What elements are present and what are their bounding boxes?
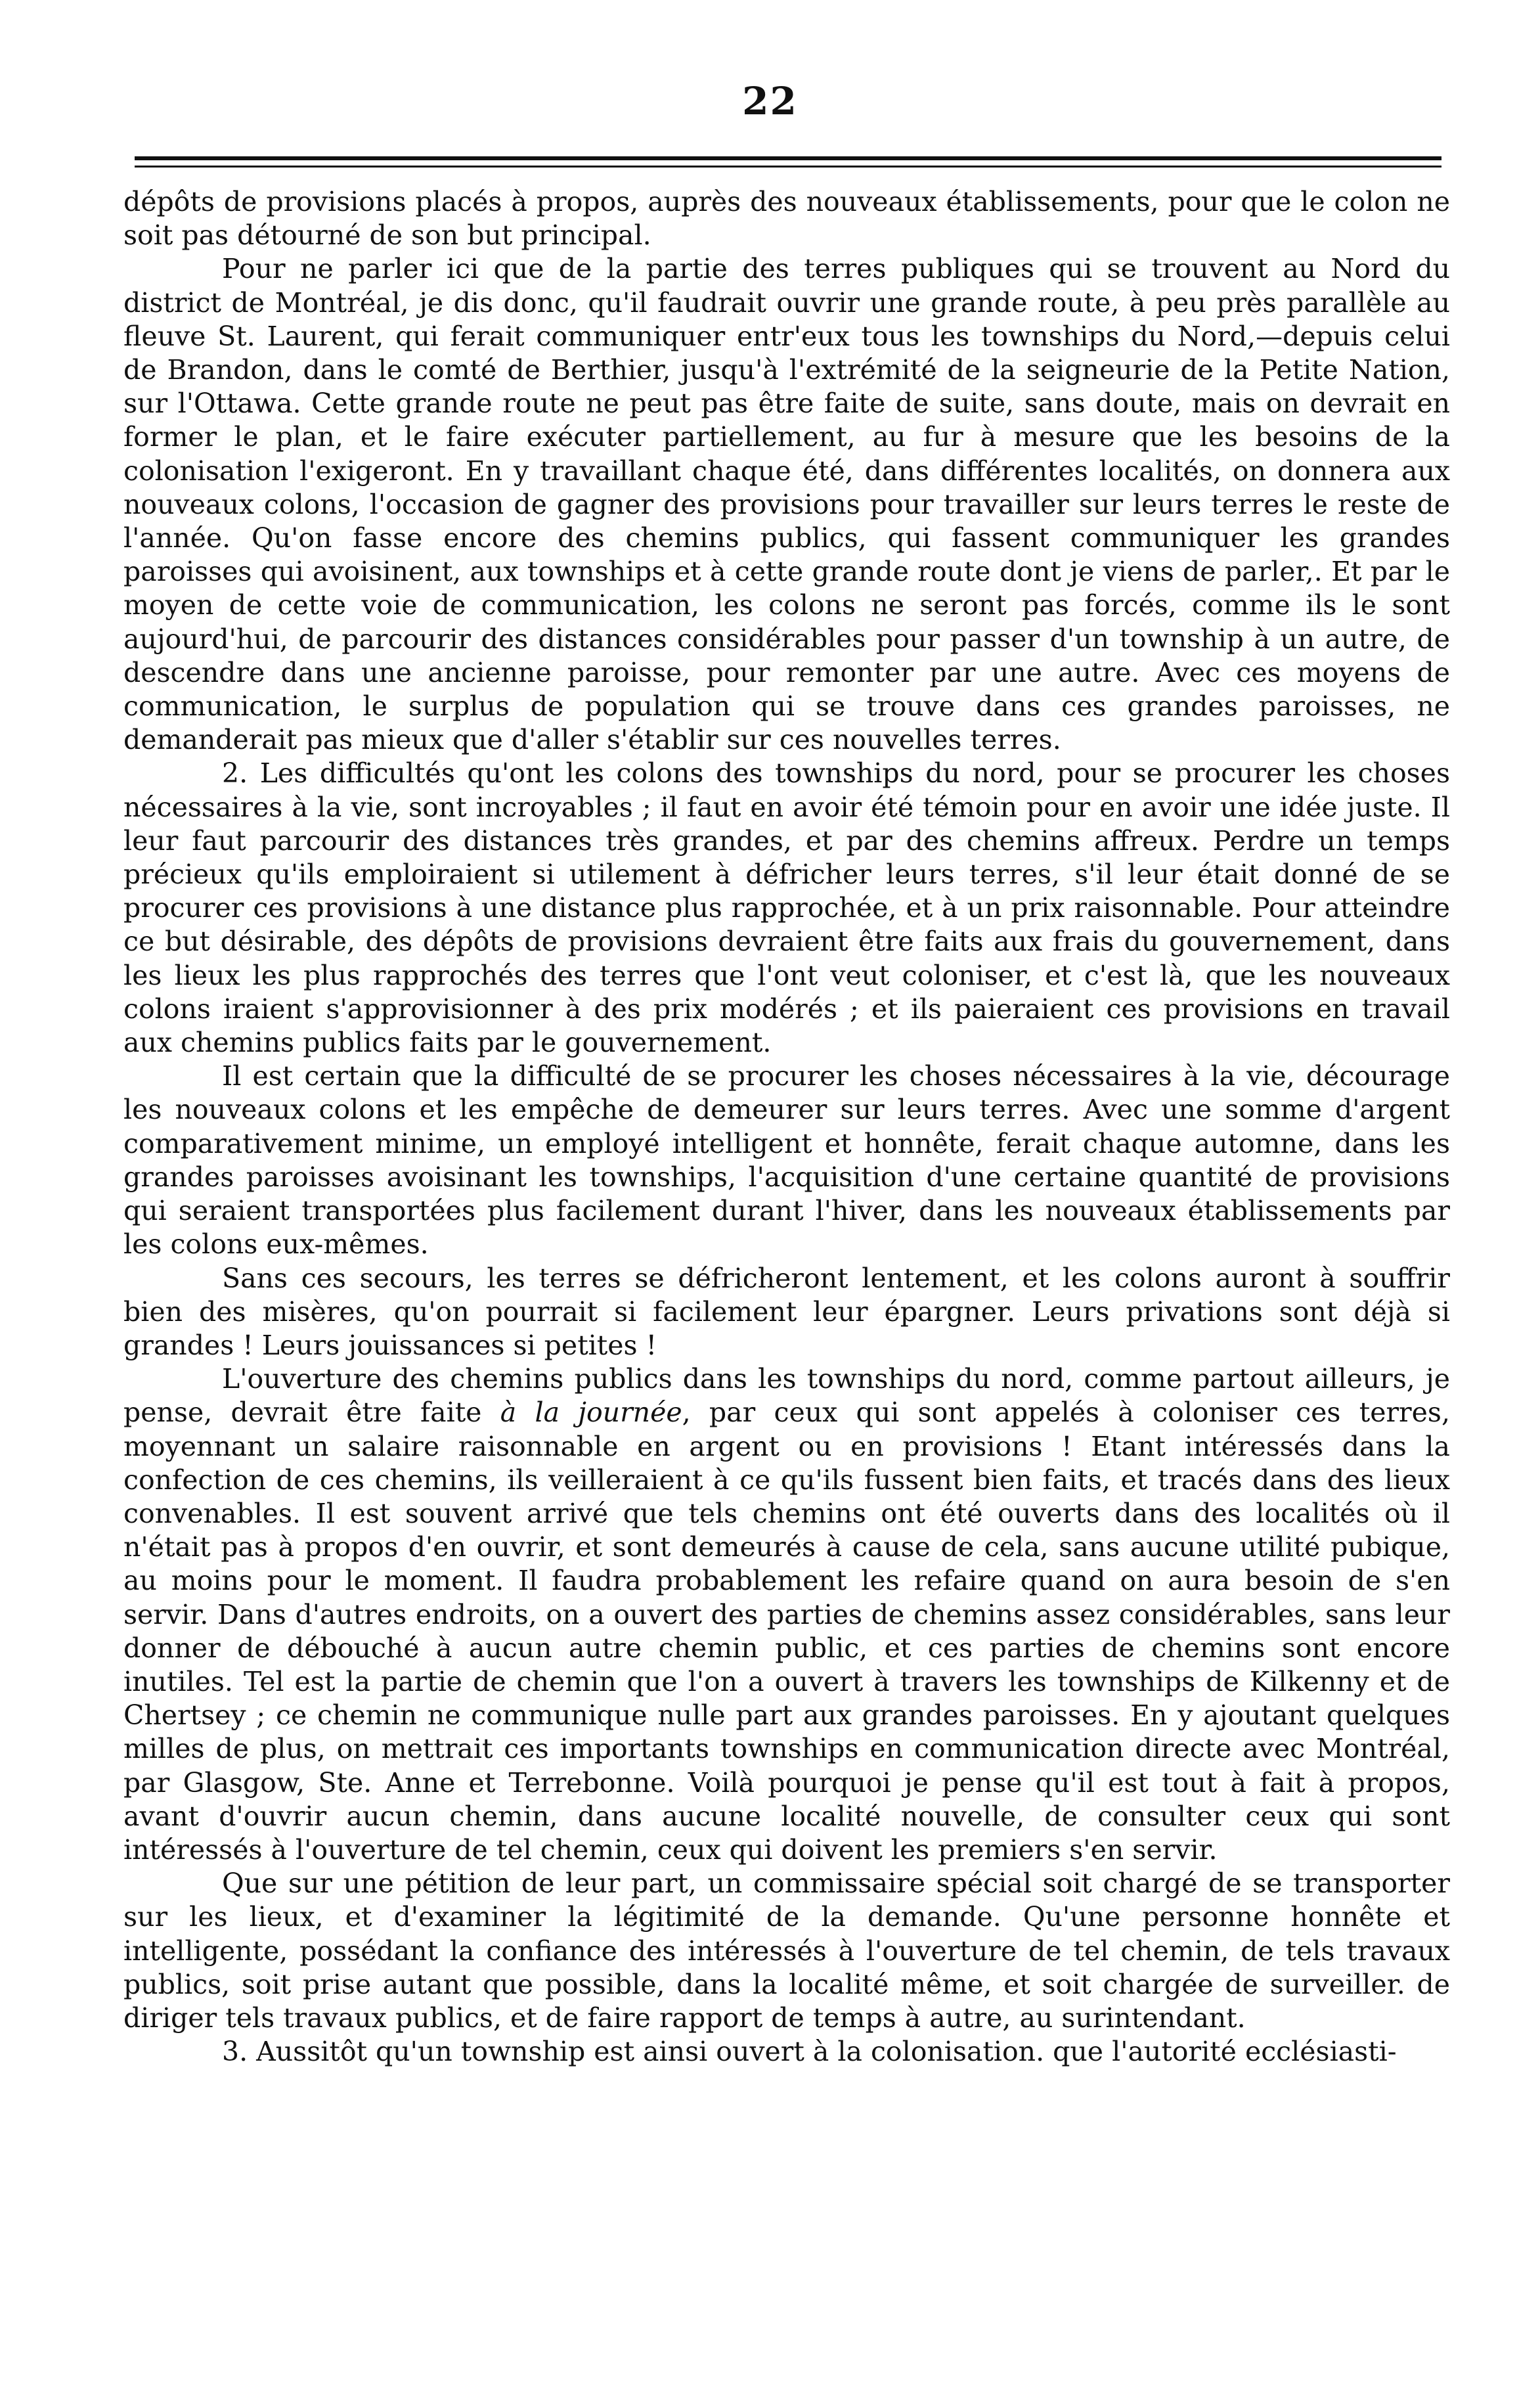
paragraph-1 xyxy=(123,185,1450,252)
paragraph-8 xyxy=(123,2035,1450,2069)
body-text xyxy=(123,185,1450,2379)
para-text: Il est certain que la difficulté de se procurer les choses nécessaires à la vie, décourage les nouveaux colons et les empêche de demeurer sur leurs terres. Avec une somme d'argent comparativement minime, un employé intelligent et honnête, ferait chaque automne, dans les grandes paroisses avoisinant les townships, l'acquisition d'une certaine quantité de provisions qui seraient transportées plus facilement durant l'hiver, dans les nouveaux établissements par les colons eux-mêmes. xyxy=(123,1060,1450,1261)
header-rule-thick xyxy=(135,156,1441,160)
para-text: Pour ne parler ici que de la partie des terres publiques qui se trouvent au Nord du district de Montréal, je dis donc, qu'il faudrait ouvrir une grande route, à peu près parallèle au fleuve St. Laurent, qui ferait communiquer entr'eux tous les townships du Nord,—depuis celui de Brandon, dans le comté de Berthier, jusqu'à l'extrémité de la seigneurie de la Petite Nation, sur l'Ottawa. Cette grande route ne peut pas être faite de suite, sans doute, mais on devrait en former le plan, et le faire exécuter partiellement, au fur à mesure que les besoins de la colonisation l'exigeront. En y travaillant chaque été, dans différentes localités, on donnera aux nouveaux colons, l'occasion de gagner des provisions pour travailler sur leurs terres le reste de l'année. Qu'on fasse encore des chemins publics, qui fassent communiquer les grandes paroisses qui avoisinent, aux townships et à cette grande route dont je viens de parler,. Et par le moyen de cette voie de communication, les colons ne seront pas forcés, comme ils le sont aujourd'hui, de parcourir des distances considérables pour passer d'un township à un autre, de descendre dans une ancienne paroisse, pour remonter par une autre. Avec ces moyens de communication, le surplus de population qui se trouve dans ces grandes paroisses, ne demanderait pas mieux que d'aller s'établir sur ces nouvelles terres. xyxy=(123,253,1450,756)
para-text-italic: à la journée xyxy=(500,1397,682,1429)
paragraph-3 xyxy=(123,757,1450,1060)
para-text: 3. Aussitôt qu'un township est ainsi ouvert à la colonisation. que l'autorité ecclésiasti- xyxy=(222,2036,1397,2068)
para-text: Que sur une pétition de leur part, un commissaire spécial soit chargé de se transporter sur les lieux, et d'examiner la légitimité de la demande. Qu'une personne honnête et intelligente, possédant la confiance des intéressés à l'ouverture de tel chemin, de tels travaux publics, soit prise autant que possible, dans la localité même, et soit chargée de surveiller. de diriger tels travaux publics, et de faire rapport de temps à autre, au surintendant. xyxy=(123,1868,1450,2034)
para-text: dépôts de provisions placés à propos, auprès des nouveaux établissements, pour que le colon ne soit pas détourné de son but principal. xyxy=(123,186,1450,252)
para-text-before: L'ouverture des chemins publics dans les townships du nord, comme partout ailleurs, je pense, devrait être faite xyxy=(123,1363,1450,1429)
paragraph-2 xyxy=(123,252,1450,757)
para-text-after: , par ceux qui sont appelés à coloniser ces terres, moyennant un salaire raisonnable en argent ou en provisions ! Etant intéressés dans la confection de ces chemins, ils veilleraient à ce qu'ils fussent bien faits, et tracés dans des lieux convenables. Il est souvent arrivé que tels chemins ont été ouverts dans des localités où il n'était pas à propos d'en ouvrir, et sont demeurés à cause de cela, sans aucune utilité pubique, au moins pour le moment. Il faudra probablement les refaire quand on aura besoin de s'en servir. Dans d'autres endroits, on a ouvert des parties de chemins assez considérables, sans leur donner de débouché à aucun autre chemin public, et ces parties de chemins sont encore inutiles. Tel est la partie de chemin que l'on a ouvert à travers les townships de Kilkenny et de Chertsey ; ce chemin ne communique nulle part aux grandes paroisses. En y ajoutant quelques milles de plus, on mettrait ces importants townships en communication directe avec Montréal, par Glasgow, Ste. Anne et Terrebonne. Voilà pourquoi je pense qu'il est tout à fait à propos, avant d'ouvrir aucun chemin, dans aucune localité nouvelle, de consulter ceux qui sont intéressés à l'ouverture de tel chemin, ceux qui doivent les premiers s'en servir. xyxy=(123,1397,1450,1866)
para-text: 2. Les difficultés qu'ont les colons des townships du nord, pour se procurer les choses nécessaires à la vie, sont incroyables ; il faut en avoir été témoin pour en avoir une idée juste. Il leur faut parcourir des distances très grandes, et par des chemins affreux. Perdre un temps précieux qu'ils emploiraient si utilement à défricher leurs terres, s'il leur était donné de se procurer ces provisions à une distance plus rapprochée, et à un prix raisonnable. Pour atteindre ce but désirable, des dépôts de provisions devraient être faits aux frais du gouvernement, dans les lieux les plus rapprochés des terres que l'ont veut coloniser, et c'est là, que les nouveaux colons iraient s'approvisionner à des prix modérés ; et ils paieraient ces provisions en travail aux chemins publics faits par le gouvernement. xyxy=(123,757,1450,1059)
paragraph-4 xyxy=(123,1060,1450,1261)
paragraph-6 xyxy=(123,1362,1450,1867)
paragraph-5 xyxy=(123,1262,1450,1363)
paragraph-7 xyxy=(123,1867,1450,2035)
page-number: 22 xyxy=(742,79,798,123)
para-text: Sans ces secours, les terres se défricheront lentement, et les colons auront à souffrir bien des misères, qu'on pourrait si facilement leur épargner. Leurs privations sont déjà si grandes ! Leurs jouissances si petites ! xyxy=(123,1262,1450,1361)
header-rule-thin xyxy=(135,166,1441,168)
